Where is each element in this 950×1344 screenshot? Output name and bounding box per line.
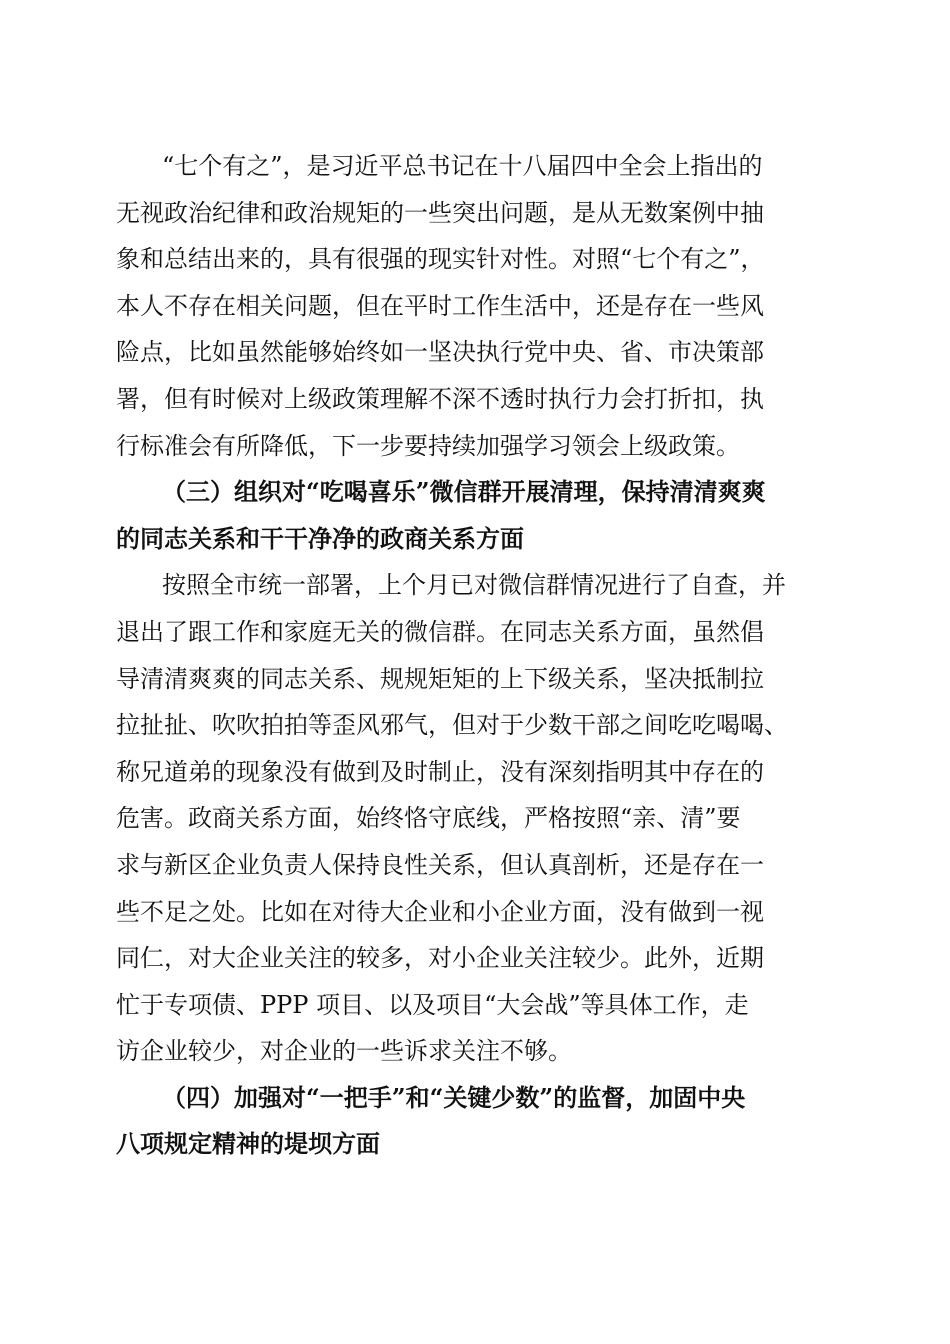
paragraph-line: 象和总结出来的，具有很强的现实针对性。对照“七个有之”， [116, 245, 765, 274]
paragraph-line: 同仁，对大企业关注的较多，对小企业关注较少。此外，近期 [116, 944, 764, 973]
paragraph-line: 忙于专项债、PPP 项目、以及项目“大会战”等具体工作，走 [116, 990, 749, 1019]
paragraph-line: 危害。政商关系方面，始终恪守底线，严格按照“亲、清”要 [116, 804, 741, 833]
paragraph-line: 本人不存在相关问题，但在平时工作生活中，还是存在一些风 [116, 291, 764, 320]
paragraph-line: 按照全市统一部署，上个月已对微信群情况进行了自查，并 [162, 571, 786, 600]
paragraph-line: 无视政治纪律和政治规矩的一些突出问题，是从无数案例中抽 [116, 198, 764, 227]
section-heading-line: （四）加强对“一把手”和“关键少数”的监督，加固中央 [162, 1082, 746, 1112]
paragraph-line: 导清清爽爽的同志关系、规规矩矩的上下级关系，坚决抵制拉 [116, 664, 764, 693]
paragraph-line: 访企业较少，对企业的一些诉求关注不够。 [116, 1037, 572, 1066]
paragraph-line: 称兄道弟的现象没有做到及时制止，没有深刻指明其中存在的 [116, 757, 764, 786]
paragraph-line: 退出了跟工作和家庭无关的微信群。在同志关系方面，虽然倡 [116, 617, 764, 646]
paragraph-line: 署，但有时候对上级政策理解不深不透时执行力会打折扣，执 [116, 384, 764, 413]
paragraph-line: 险点，比如虽然能够始终如一坚决执行党中央、省、市决策部 [116, 338, 764, 367]
paragraph-line: 求与新区企业负责人保持良性关系，但认真剖析，还是存在一 [116, 850, 764, 879]
section-heading-line: 的同志关系和干干净净的政商关系方面 [116, 523, 524, 553]
paragraph-line: 些不足之处。比如在对待大企业和小企业方面，没有做到一视 [116, 897, 764, 926]
paragraph-line: 拉扯扯、吹吹拍拍等歪风邪气，但对于少数干部之间吃吃喝喝、 [116, 711, 788, 740]
document-body [116, 143, 831, 1168]
paragraph-line: 行标准会有所降低，下一步要持续加强学习领会上级政策。 [116, 431, 740, 460]
section-heading-line: （三）组织对“吃喝喜乐”微信群开展清理，保持清清爽爽 [162, 477, 766, 507]
section-heading-line: 八项规定精神的堤坝方面 [116, 1129, 380, 1159]
paragraph-line: “七个有之”，是习近平总书记在十八届四中全会上指出的 [162, 152, 763, 180]
